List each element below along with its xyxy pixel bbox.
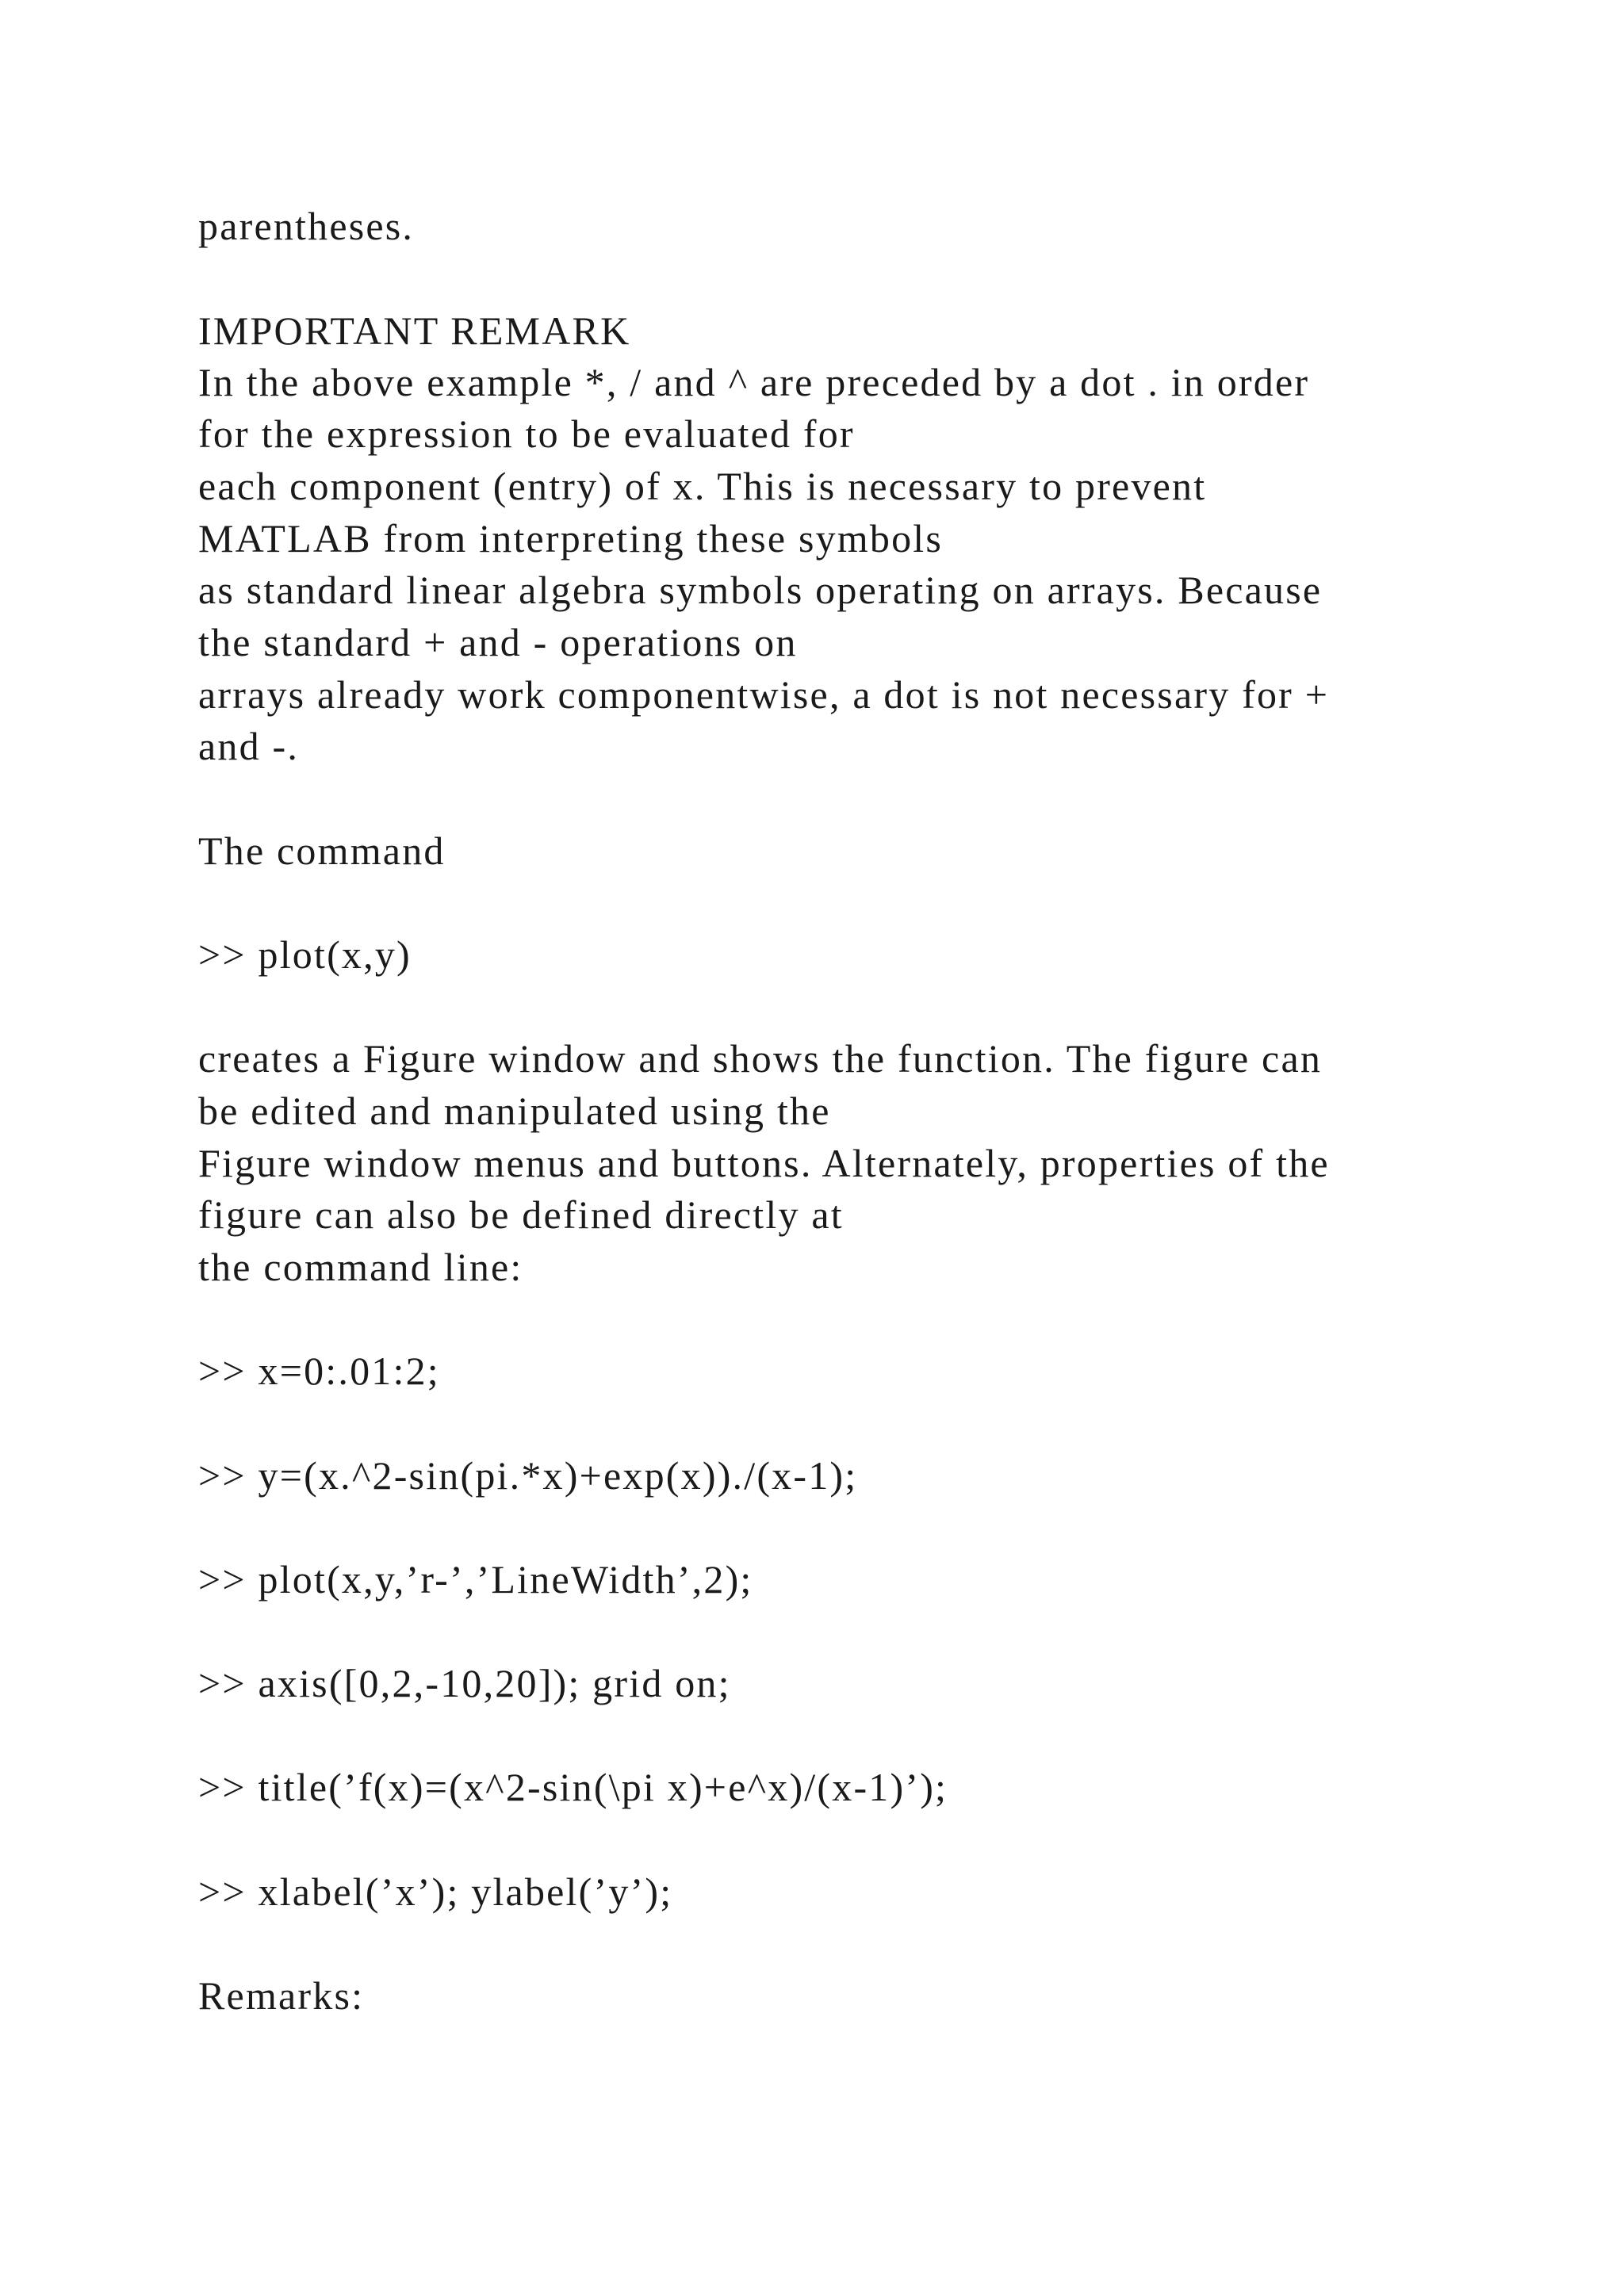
text-line: the command line: — [198, 1245, 523, 1289]
text-line: and -. — [198, 724, 300, 768]
code-line: >> xlabel(’x’); ylabel(’y’); — [198, 1869, 673, 1914]
text-line: the standard + and - operations on — [198, 620, 798, 664]
code-line: >> axis([0,2,-10,20]); grid on; — [198, 1661, 731, 1705]
text-line: as standard linear algebra symbols operating on arrays. Because — [198, 568, 1323, 612]
text-line: parentheses. — [198, 204, 415, 248]
text-line: Figure window menus and buttons. Alternately, properties of the — [198, 1141, 1330, 1185]
text-line: be edited and manipulated using the — [198, 1089, 831, 1133]
code-line: >> x=0:.01:2; — [198, 1349, 440, 1393]
text-line: Remarks: — [198, 1973, 365, 2018]
text-line: figure can also be defined directly at — [198, 1192, 844, 1237]
code-line: >> plot(x,y,’r-’,’LineWidth’,2); — [198, 1557, 753, 1601]
code-line: >> plot(x,y) — [198, 932, 412, 977]
section-heading: IMPORTANT REMARK — [198, 308, 631, 353]
text-line: In the above example *, / and ^ are preceded by a dot . in order — [198, 360, 1310, 404]
code-line: >> y=(x.^2-sin(pi.*x)+exp(x))./(x-1); — [198, 1453, 858, 1498]
text-line: each component (entry) of x. This is necessary to prevent — [198, 464, 1207, 508]
text-line: MATLAB from interpreting these symbols — [198, 516, 944, 561]
text-line: arrays already work componentwise, a dot is not necessary for + — [198, 672, 1330, 717]
text-line: The command — [198, 828, 446, 873]
text-line: for the expression to be evaluated for — [198, 411, 855, 456]
text-line: creates a Figure window and shows the function. The figure can — [198, 1036, 1323, 1081]
code-line: >> title(’f(x)=(x^2-sin(\pi x)+e^x)/(x-1)’); — [198, 1765, 948, 1809]
